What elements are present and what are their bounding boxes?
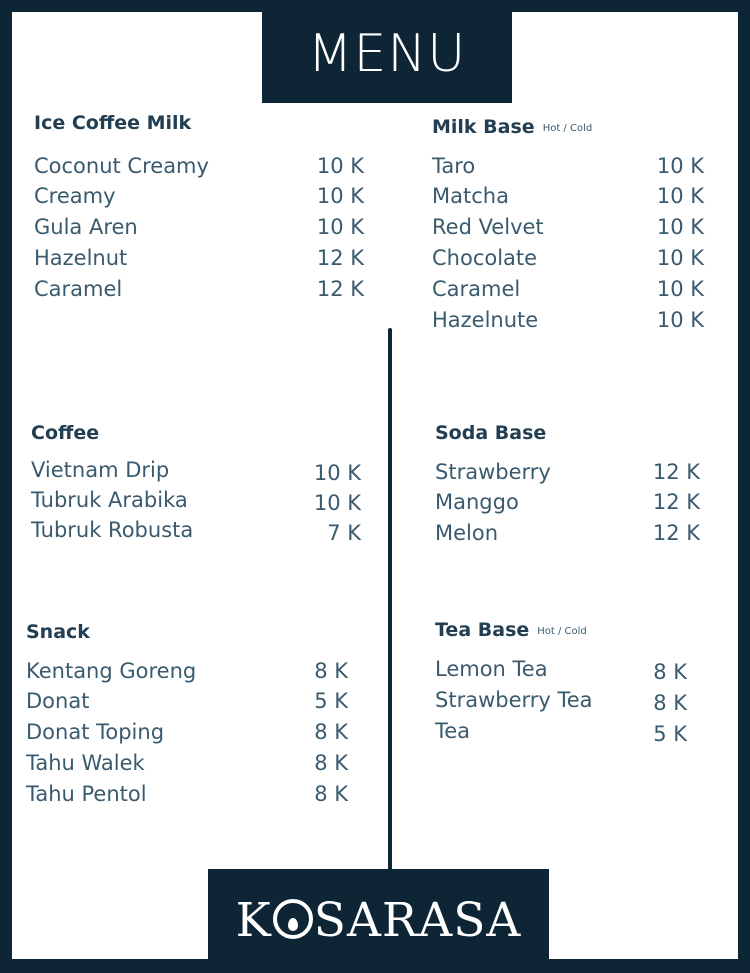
item-price: 12 K — [652, 490, 700, 514]
item-name: Coconut Creamy — [34, 154, 209, 178]
item-price: 8 K — [314, 720, 348, 744]
menu-item — [26, 689, 348, 719]
section-milk-base — [432, 116, 704, 346]
item-price: 7 K — [327, 521, 361, 545]
section-title — [435, 619, 587, 641]
item-price: 8 K — [653, 691, 687, 715]
menu-item — [435, 460, 700, 490]
menu-item — [26, 720, 348, 750]
section-title — [432, 116, 592, 138]
item-name: Tubruk Arabika — [31, 488, 188, 512]
section-title: Ice Coffee Milk — [34, 112, 192, 134]
item-price: 8 K — [314, 751, 348, 775]
item-price: 10 K — [656, 308, 704, 332]
item-price: 10 K — [656, 184, 704, 208]
item-name: Red Velvet — [432, 215, 544, 239]
item-name: Vietnam Drip — [31, 458, 170, 482]
item-name: Matcha — [432, 184, 509, 208]
section-soda-base — [435, 422, 700, 562]
menu-item — [435, 490, 700, 520]
item-name: Melon — [435, 521, 499, 545]
item-price: 10 K — [316, 215, 364, 239]
item-name: Tahu Walek — [26, 751, 145, 775]
menu-item — [31, 458, 361, 488]
item-name: Donat — [26, 689, 90, 713]
section-title: Coffee — [31, 422, 100, 444]
item-name: Caramel — [34, 277, 123, 301]
menu-item — [34, 215, 364, 245]
item-name: Caramel — [432, 277, 521, 301]
item-price: 5 K — [314, 689, 348, 713]
item-price: 8 K — [653, 660, 687, 684]
item-price: 12 K — [652, 460, 700, 484]
drop-logo-icon — [273, 899, 313, 939]
hot-cold-note: Hot / Cold — [537, 626, 587, 637]
item-name: Tahu Pentol — [26, 782, 147, 806]
item-name: Tea — [435, 719, 471, 743]
item-price: 5 K — [653, 722, 687, 746]
item-name: Hazelnute — [432, 308, 539, 332]
item-price: 8 K — [314, 782, 348, 806]
item-name: Donat Toping — [26, 720, 165, 744]
section-title: Snack — [26, 621, 90, 643]
section-title-text: Tea Base — [435, 619, 530, 641]
item-price: 10 K — [656, 215, 704, 239]
menu-item — [432, 215, 704, 245]
item-price: 10 K — [316, 154, 364, 178]
item-name: Lemon Tea — [435, 657, 548, 681]
item-price: 10 K — [316, 184, 364, 208]
item-name: Creamy — [34, 184, 116, 208]
section-tea-base — [435, 619, 687, 759]
brand-text-right: SARASA — [313, 893, 522, 948]
menu-item — [26, 751, 348, 781]
item-name: Strawberry — [435, 460, 551, 484]
item-name: Kentang Goreng — [26, 659, 197, 683]
item-price: 10 K — [656, 246, 704, 270]
menu-item — [432, 154, 704, 184]
section-snack — [26, 621, 348, 821]
menu-item — [31, 488, 361, 518]
menu-item — [34, 277, 364, 307]
item-name: Manggo — [435, 490, 519, 514]
menu-item — [432, 246, 704, 276]
menu-item — [435, 521, 700, 551]
section-title-text: Milk Base — [432, 116, 535, 138]
item-price: 12 K — [316, 246, 364, 270]
center-divider — [388, 328, 392, 882]
hot-cold-note: Hot / Cold — [542, 123, 593, 134]
menu-item — [34, 246, 364, 276]
menu-title: MENU — [262, 12, 512, 103]
menu-item — [34, 154, 364, 184]
item-price: 12 K — [316, 277, 364, 301]
menu-item — [435, 688, 687, 718]
menu-item — [435, 719, 687, 749]
item-name: Gula Aren — [34, 215, 138, 239]
item-name: Chocolate — [432, 246, 538, 270]
menu-item — [26, 659, 348, 689]
item-price: 10 K — [313, 461, 361, 485]
brand-logo — [208, 869, 549, 959]
menu-item — [432, 184, 704, 214]
item-price: 10 K — [313, 491, 361, 515]
menu-item — [34, 184, 364, 214]
menu-page — [12, 12, 738, 959]
menu-item — [435, 657, 687, 687]
menu-item — [432, 308, 704, 338]
menu-item — [31, 518, 361, 548]
brand-text-left: K — [235, 893, 272, 948]
item-price: 12 K — [652, 521, 700, 545]
menu-item — [432, 277, 704, 307]
item-price: 8 K — [314, 659, 348, 683]
item-name: Hazelnut — [34, 246, 128, 270]
section-coffee — [31, 422, 361, 562]
item-name: Taro — [432, 154, 476, 178]
section-ice-coffee-milk — [34, 112, 364, 312]
item-name: Tubruk Robusta — [31, 518, 194, 542]
section-title: Soda Base — [435, 422, 547, 444]
menu-item — [26, 782, 348, 812]
item-price: 10 K — [656, 154, 704, 178]
item-name: Strawberry Tea — [435, 688, 593, 712]
item-price: 10 K — [656, 277, 704, 301]
